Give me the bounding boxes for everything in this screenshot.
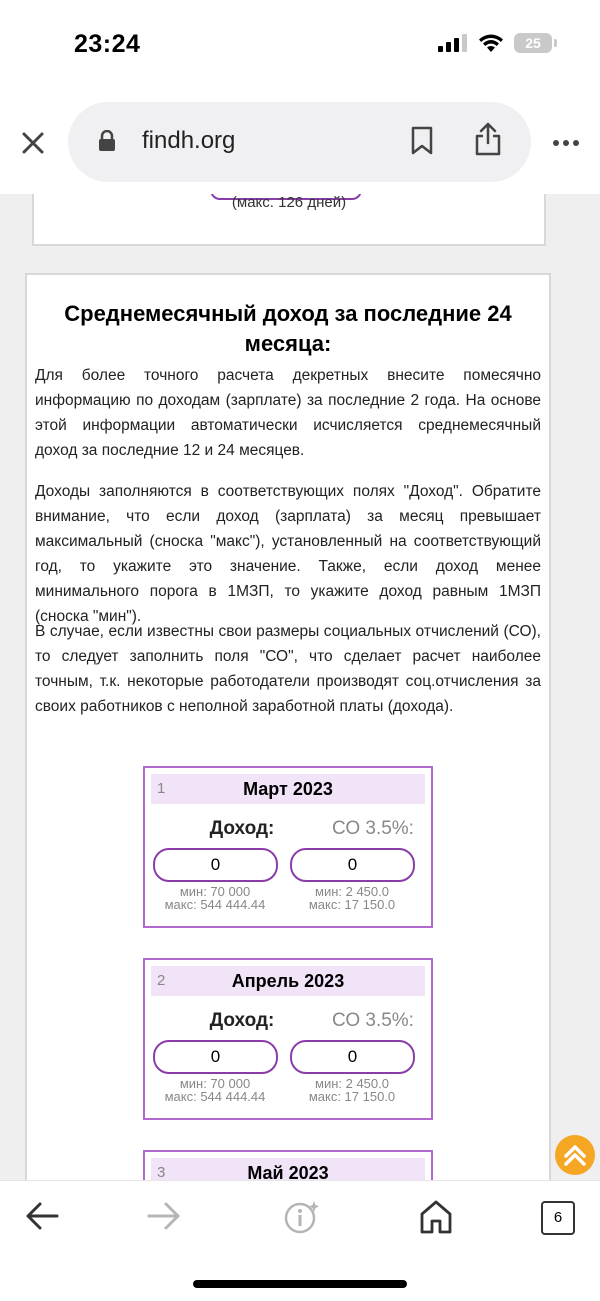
income-limits <box>145 885 285 911</box>
bookmark-icon[interactable] <box>410 126 434 156</box>
month-card <box>143 766 433 928</box>
month-name: Март 2023 <box>243 779 333 799</box>
status-bar <box>0 0 600 90</box>
address-bar[interactable] <box>68 102 531 182</box>
home-indicator <box>193 1280 407 1288</box>
status-time: 23:24 <box>74 30 141 58</box>
co-max: макс: 17 150.0 <box>308 897 396 912</box>
income-min: мин: 70 000 <box>179 1076 251 1091</box>
share-icon[interactable] <box>474 122 502 156</box>
month-number: 3 <box>157 1164 166 1180</box>
signal-icon <box>438 34 468 52</box>
month-name: Май 2023 <box>247 1163 329 1180</box>
url-text: findh.org <box>142 127 236 154</box>
browser-bar <box>0 90 600 194</box>
paragraph: В случае, если известны свои размеры социальных отчислений (СО), то следует заполнить поля "СО", что сделает расчет наиболее точным, т.к. некоторые работодатели производят соц.отчисления за своих работников с неполной заработной платы (дохода). <box>35 623 541 715</box>
home-icon[interactable] <box>419 1199 453 1235</box>
co-min: мин: 2 450.0 <box>315 884 389 899</box>
leave-days-card <box>32 194 546 246</box>
month-number: 2 <box>157 972 166 989</box>
income-label: Доход: <box>209 818 275 839</box>
tabs-button[interactable]: 6 <box>541 1201 575 1235</box>
month-name: Апрель 2023 <box>231 971 345 991</box>
forward-icon[interactable] <box>146 1199 182 1233</box>
paragraph: Доходы заполняются в соответствующих полях "Доход". Обратите внимание, что если доход (зарплата) за месяц превышает максимальный (сноска "макс"), установленный на соответствующий год, то укажите это значение. Также, если доход менее минимального порога в 1МЗП, то укажите доход равным 1МЗП (сноска "мин"). <box>35 483 541 625</box>
page-content <box>0 194 600 1180</box>
income-limits <box>145 1077 285 1103</box>
paragraph: Для более точного расчета декретных внесите помесячно информацию по доходам (зарплате) за последние 2 года. На основе этой информации автоматически исчисляется среднемесячный доход за последние 12 и 24 месяцев. <box>35 367 541 459</box>
status-icons <box>438 33 552 53</box>
month-header <box>151 774 425 804</box>
wifi-icon <box>478 33 504 53</box>
month-header <box>151 1158 425 1180</box>
income-max: макс: 544 444.44 <box>164 897 266 912</box>
lock-icon <box>98 130 116 152</box>
more-icon[interactable] <box>551 128 581 158</box>
close-icon[interactable] <box>18 128 48 158</box>
month-header <box>151 966 425 996</box>
browser-toolbar <box>0 1180 600 1301</box>
page-info-icon[interactable] <box>283 1199 321 1235</box>
scroll-top-button[interactable] <box>555 1135 595 1175</box>
income-section <box>25 273 551 1180</box>
co-label: СО 3.5%: <box>332 818 414 839</box>
co-min: мин: 2 450.0 <box>315 1076 389 1091</box>
income-min: мин: 70 000 <box>179 884 251 899</box>
income-input[interactable]: 0 <box>153 1040 278 1074</box>
back-icon[interactable] <box>24 1199 60 1233</box>
co-max: макс: 17 150.0 <box>308 1089 396 1104</box>
co-label: СО 3.5%: <box>332 1010 414 1031</box>
income-label: Доход: <box>209 1010 275 1031</box>
co-limits <box>282 885 422 911</box>
co-input[interactable]: 0 <box>290 848 415 882</box>
double-chevron-up-icon <box>555 1135 595 1175</box>
income-input[interactable]: 0 <box>153 848 278 882</box>
battery-icon: 25 <box>514 33 552 53</box>
max-days-note: (макс. 126 дней) <box>231 194 347 211</box>
month-card <box>143 958 433 1120</box>
income-max: макс: 544 444.44 <box>164 1089 266 1104</box>
month-card <box>143 1150 433 1180</box>
section-title: Среднемесячный доход за последние 24 месяца: <box>64 301 512 356</box>
month-number: 1 <box>157 780 166 797</box>
co-input[interactable]: 0 <box>290 1040 415 1074</box>
co-limits <box>282 1077 422 1103</box>
